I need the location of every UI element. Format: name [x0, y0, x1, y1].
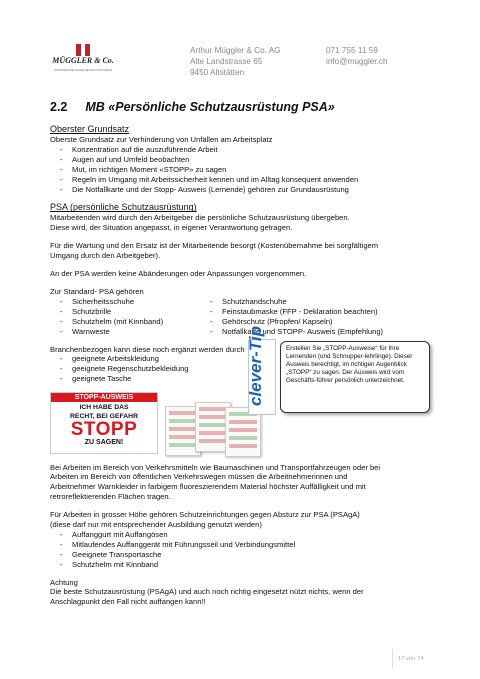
stopp-card-image: STOPP-AUSWEIS ICH HABE DAS RECHT, BEI GEFAHR STOPP ZU SAGEN!: [50, 392, 158, 454]
paragraph: Umgang durch den Arbeitgeber).: [50, 251, 161, 261]
list-item: - Regeln im Umgang mit Arbeitssicherheit kennen und im Alltag konsequent anwenden: [50, 175, 438, 185]
list-item: - Schutzhelm mit Kinnband: [50, 560, 438, 570]
paragraph: An der PSA werden keine Abänderungen oder Anpassungen vorgenommen.: [50, 269, 307, 279]
paragraph: Für Arbeiten in grosser Höhe gehören Schutzeinrichtungen gegen Absturz zur PSA (PSAgA): [50, 510, 360, 520]
list-item: - Konzentration auf die auszuführende Arbeit: [50, 145, 438, 155]
list-item: - Augen auf und Umfeld beobachten: [50, 155, 438, 165]
list-item: - Gehörschutz (Pfropfen/ Kapseln): [200, 317, 430, 327]
clever-tip-bubble: Erstellen Sie „STOPP-Ausweise“ für Ihre Lernenden (und Schnupper-lehrlinge). Dieser Ausweis berechtigt, im richtigen Augenblick „STOPP“ zu sagen. Der Ausweis wird vom Geschäfts-führer persönlich unterzeichnet.: [280, 341, 430, 413]
paragraph: Arbeiten im Bereich von öffentlichen Verkehrswegen müssen die Arbeitnehmerinnen und: [50, 472, 348, 482]
heading-psa: PSA (persönliche Schutzausrüstung): [50, 202, 197, 213]
paragraph: Für die Wartung und den Ersatz ist der Mitarbeitende besorgt (Kostenübernahme bei sorgfältigem: [50, 241, 379, 251]
list-item: - Warnweste: [50, 327, 200, 337]
fall-protection-list: [50, 530, 438, 570]
list-item: - Schutzhelm (mit Kinnband): [50, 317, 200, 327]
paragraph: Diese wird, der Situation angepasst, in eigener Verantwortung getragen.: [50, 223, 293, 233]
list-item: - geeignete Tasche: [50, 374, 220, 384]
phone-number: 071 755 11 59: [326, 46, 378, 55]
paragraph: retroreflektierenden Flächen tragen.: [50, 492, 171, 502]
paragraph: Zur Standard- PSA gehören: [50, 286, 144, 296]
clever-tip-logo: clever-Tip: [248, 339, 276, 415]
list-item: - Geeignete Transportasche: [50, 550, 438, 560]
list-item: - Notfallkarte und STOPP- Ausweis (Empfehlung): [200, 327, 430, 337]
logo-tagline: SPANNENDE INGENIEURLÖSUNGEN: [53, 68, 113, 72]
heading-grundsatz: Oberster Grundsatz: [50, 124, 130, 134]
paragraph: Bei Arbeiten im Bereich von Verkehrsmitteln wie Baumaschinen und Transportfahrzeugen oder bei: [50, 462, 381, 472]
paragraph: Oberste Grundsatz zur Verhinderung von Unfällen am Arbeitsplatz: [50, 135, 273, 144]
paragraph: Mitarbeitenden wird durch den Arbeitgeber die persönliche Schutzausrüstung übergeben.: [50, 213, 350, 223]
list-item: - geeignete Arbeitskleidung: [50, 354, 220, 364]
achtung-label: Achtung: [50, 577, 78, 587]
psa-column-2: [200, 297, 430, 337]
list-item: - Schutzbrille: [50, 307, 200, 317]
logo-text: MÜGGLER & Co.: [52, 56, 114, 65]
company-address: Arthur Müggler & Co. AG Alte Landstrasse 65 9450 Altstätten: [190, 46, 281, 77]
psa-column-1: [50, 297, 200, 337]
paragraph: Branchenbezogen kann diese noch ergänzt werden durch: [50, 344, 245, 354]
list-item: - Auffanggurt mit Auffangösen: [50, 530, 438, 540]
paragraph: (diese darf nur mit entsprechender Ausbildung genutzt werden): [50, 520, 262, 530]
list-item: - Mitlaufendes Auffanggerät mit Führungsseil und Verbindungsmittel: [50, 540, 438, 550]
list-item: - Die Notfallkarte und der Stopp- Ausweis (Lernende) gehören zur Grundausrüstung: [50, 185, 438, 195]
email-address[interactable]: info@muggler.ch: [326, 57, 388, 66]
paragraph: Arbeitnehmer Warnkleider in farbigem fluoreszierendem Material höchster Auffälligkeit und mit: [50, 482, 366, 492]
page-number: 17 von 74: [392, 649, 423, 669]
company-contact: [326, 45, 388, 67]
list-item: - Schutzhandschuhe: [200, 297, 430, 307]
standard-psa-list: [50, 297, 438, 337]
stopp-card-caption: STOPP-AUSWEIS: [51, 393, 157, 402]
list-item: - geeignete Regenschutzbekleidung: [50, 364, 220, 374]
company-logo: [52, 44, 114, 80]
stopp-word: STOPP: [70, 418, 138, 440]
document-body: [50, 124, 438, 607]
section-number: 2.2: [50, 100, 68, 114]
section-title-text: MB «Persönliche Schutzausrüstung PSA»: [85, 100, 335, 114]
paragraph: Anschlagpunkt den Fall nicht auffangen kann!!: [50, 597, 206, 607]
list-grundsatz: [50, 145, 438, 195]
supplement-list: [50, 354, 220, 384]
logo-mark-icon: [76, 44, 90, 56]
section-title: [50, 100, 335, 114]
paragraph: Die beste Schutzausrüstung (PSAgA) und auch noch richtig eingesetzt nützt nichts, wenn der: [50, 587, 364, 597]
list-item: - Sicherheitsschuhe: [50, 297, 200, 307]
list-item: - Mut, im richtigen Moment «STOPP» zu sagen: [50, 165, 438, 175]
list-item: - Feinstaubmaske (FFP - Deklaration beachten): [200, 307, 430, 317]
